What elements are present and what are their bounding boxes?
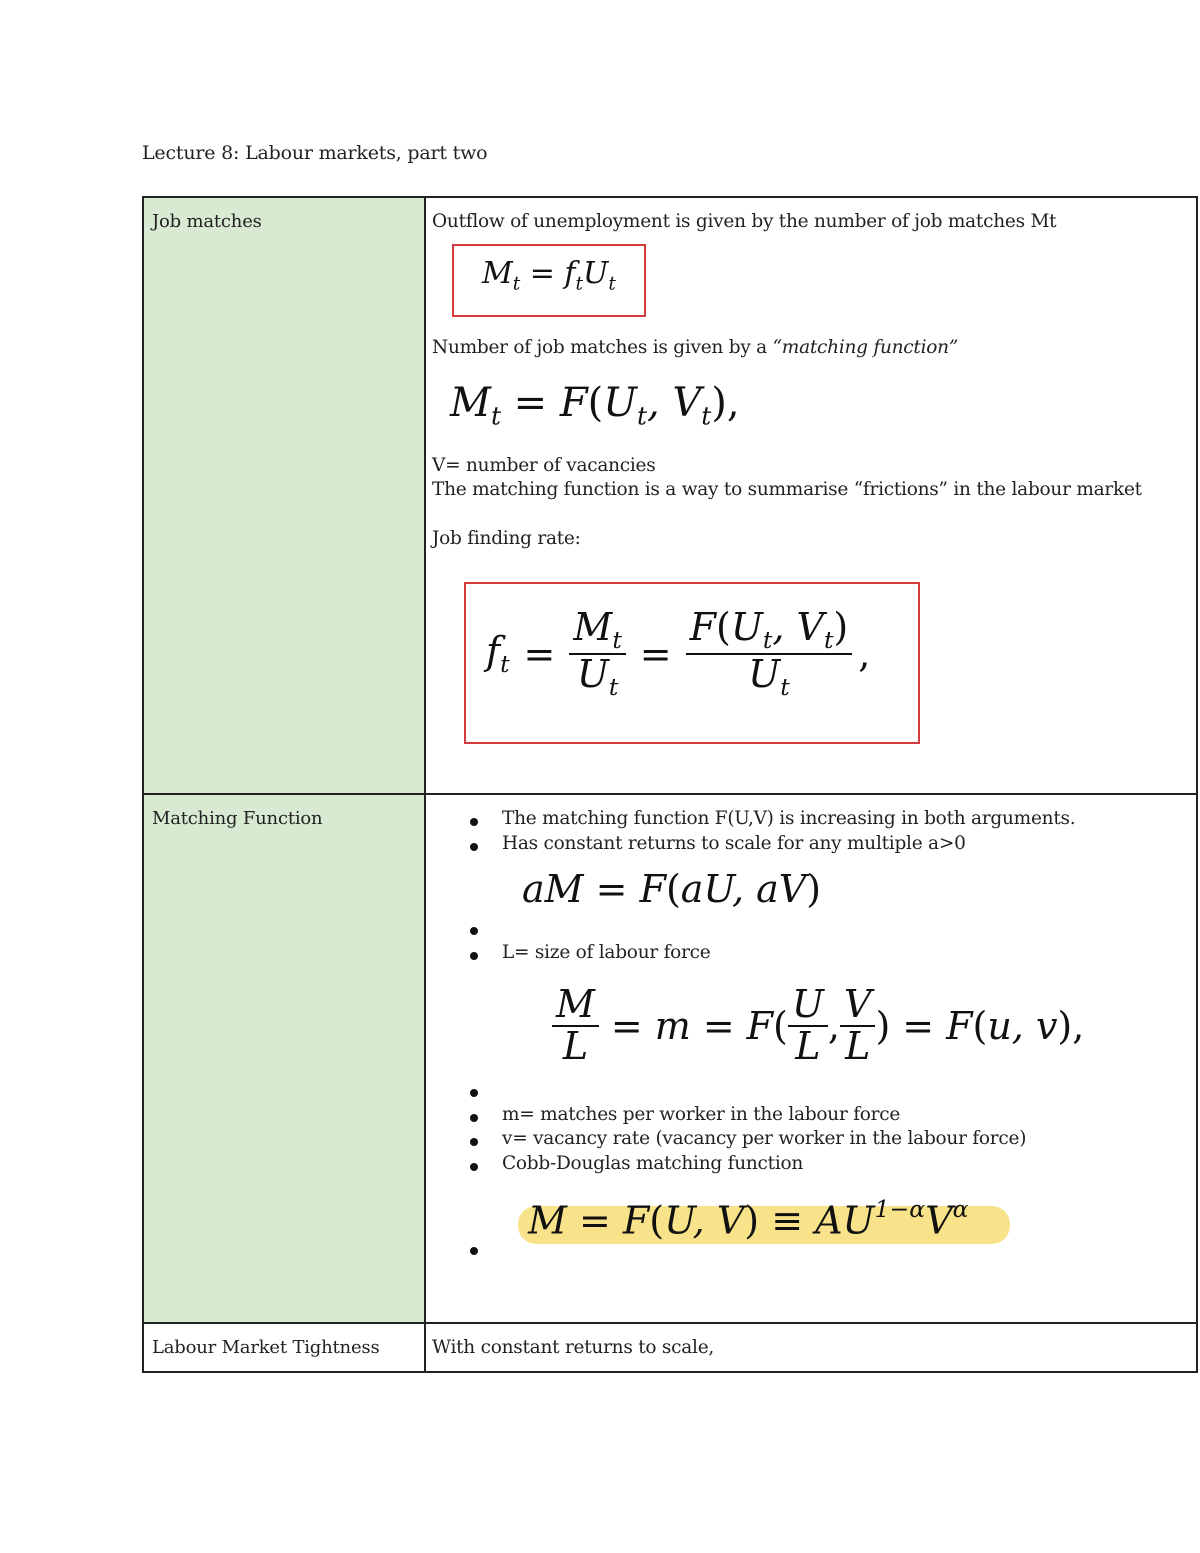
row-content-cell — [424, 793, 1198, 1324]
equation-constant-returns: aM = F(aU, aV) — [522, 867, 822, 911]
equation-matching-function: $M_t = F(U_t$, $V_t$), — [450, 380, 740, 431]
table-row-labour-market-tightness — [142, 1322, 1198, 1373]
equation-per-worker: $\frac{M}{L}$ = m = F( $\frac{U}{L}$ , $\frac{V}{L}$ ) = F(u, v), — [552, 985, 1084, 1067]
bullet-marker — [470, 1114, 478, 1122]
outflow-text: Outflow of unemployment is given by the number of job matches Mt — [432, 211, 1057, 232]
bullet-item: v= vacancy rate (vacancy per worker in the labour force) — [502, 1128, 1027, 1149]
tightness-text: With constant returns to scale, — [432, 1337, 715, 1358]
vacancies-text: V= number of vacancies — [432, 455, 656, 476]
bullet-marker — [470, 927, 478, 935]
equation-cobb-douglas: M = F(U, $V) \equiv AU^{1-\alpha}V^\alpha$ — [528, 1195, 969, 1243]
bullet-marker — [470, 952, 478, 960]
finding-rate-label: Job finding rate: — [432, 528, 581, 549]
row-label-cell — [142, 1322, 426, 1373]
row-label-cell — [142, 793, 426, 1324]
equation-matches-rate: $M_t = f_tU_t$ — [482, 256, 616, 295]
bullet-item: The matching function F(U,V) is increasing in both arguments. — [502, 808, 1076, 829]
row-label-cell — [142, 196, 426, 795]
row-label: Job matches — [152, 211, 262, 232]
equation-job-finding-rate: $f_t$ = $\frac{M_t}{U_t}$ = $\frac{F(U_t, V_t)}{U_t}$ , — [486, 605, 871, 702]
table-row-matching-function — [142, 793, 1198, 1324]
row-label: Matching Function — [152, 808, 323, 829]
row-label: Labour Market Tightness — [152, 1337, 380, 1358]
bullet-item: Cobb-Douglas matching function — [502, 1153, 804, 1174]
page-title: Lecture 8: Labour markets, part two — [142, 142, 488, 164]
frictions-text: The matching function is a way to summarise “frictions” in the labour market — [432, 479, 1142, 500]
table-row-job-matches — [142, 196, 1198, 795]
bullet-marker — [470, 818, 478, 826]
bullet-item: L= size of labour force — [502, 942, 711, 963]
row-content-cell — [424, 196, 1198, 795]
bullet-item: Has constant returns to scale for any multiple a>0 — [502, 833, 966, 854]
matching-function-text: Number of job matches is given by a “matching function” — [432, 337, 959, 358]
bullet-item: m= matches per worker in the labour force — [502, 1104, 901, 1125]
bullet-marker — [470, 1089, 478, 1097]
table-bottom-border — [142, 1371, 1198, 1373]
bullet-marker — [470, 1163, 478, 1171]
bullet-marker — [470, 843, 478, 851]
bullet-marker — [470, 1138, 478, 1146]
bullet-marker — [470, 1247, 478, 1255]
row-content-cell — [424, 1322, 1198, 1373]
